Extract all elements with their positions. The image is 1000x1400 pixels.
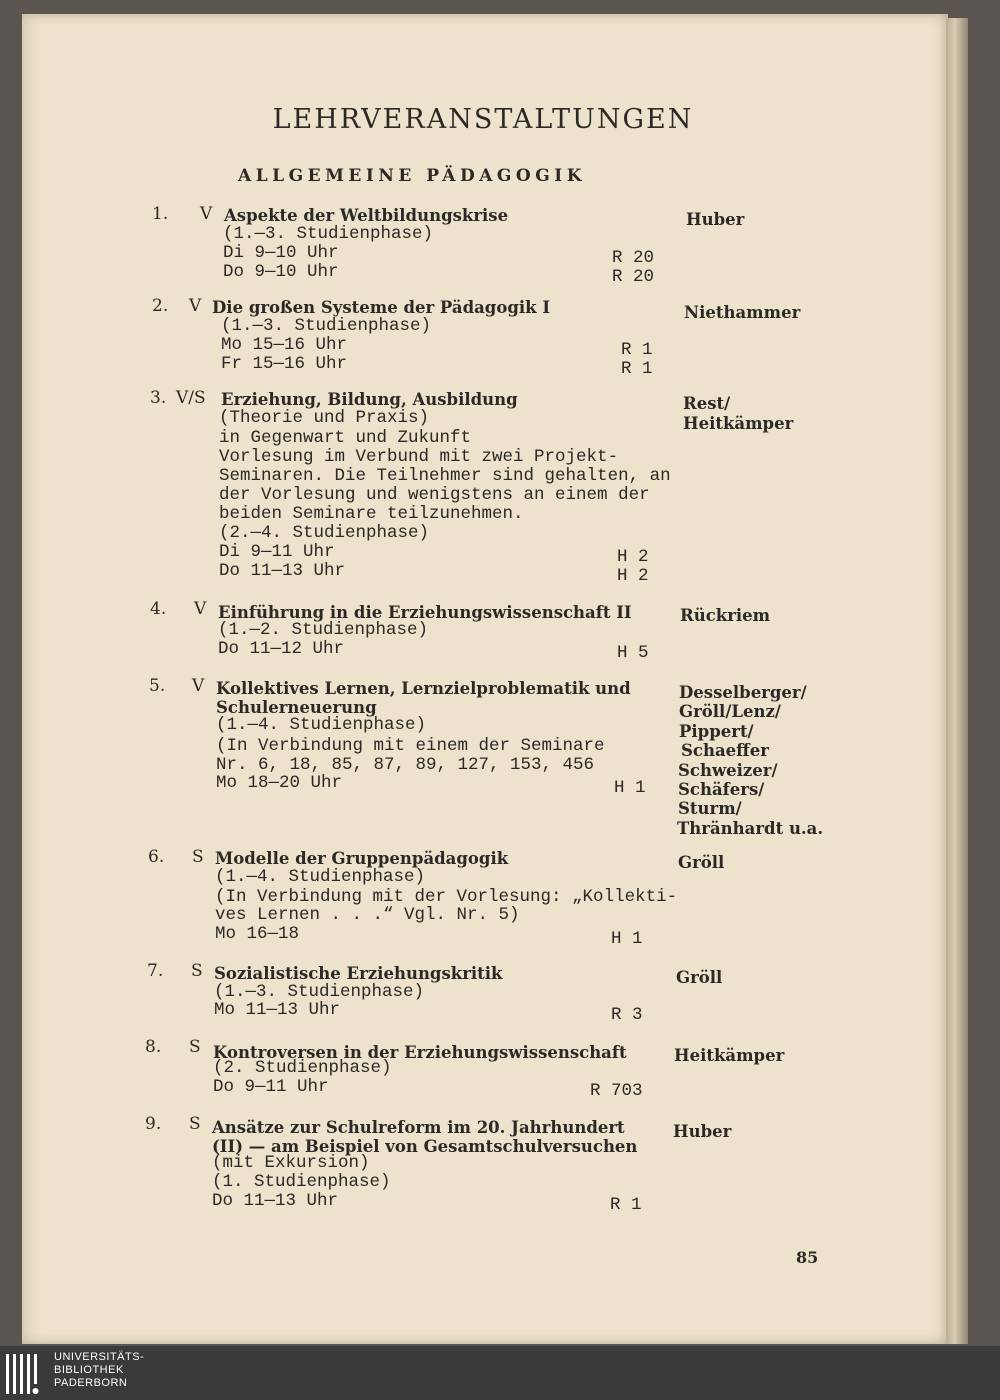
course-line: (1. Studienphase) [212,1172,391,1192]
lecturer: Heitkämper [674,1046,785,1065]
course-title-continued: (II) — am Beispiel von Gesamtschulversuchen [212,1137,638,1156]
course-type: V [200,204,213,224]
library-name-line: BIBLIOTHEK [54,1364,124,1376]
course-line: Do 9—10 Uhr [223,262,339,282]
lecturer: Pippert/ [679,722,754,741]
course-type: S [192,847,204,867]
course-line: (1.—3. Studienphase) [214,982,425,1002]
page-title: LEHRVERANSTALTUNGEN [272,104,694,135]
lecturer: Huber [686,210,745,229]
course-line: (1.—2. Studienphase) [218,620,429,640]
course-number: 3. [150,388,167,408]
course-line: Mo 18—20 Uhr [216,773,343,793]
room: H 2 [617,547,649,567]
room: R 703 [590,1081,643,1101]
course-type: V [189,296,202,316]
course-title: Kontroversen in der Erziehungswissenschaft [213,1043,627,1062]
course-line: Vorlesung im Verbund mit zwei Projekt- [219,447,619,467]
course-line: Fr 15—16 Uhr [221,354,348,374]
course-line: Mo 16—18 [215,924,300,944]
lecturer: Schaeffer [681,741,769,760]
course-title: Sozialistische Erziehungskritik [214,964,503,983]
course-title: Kollektives Lernen, Lernzielproblematik und [216,679,631,698]
library-footer [0,1346,1000,1400]
course-number: 4. [150,599,167,619]
course-line: (1.—3. Studienphase) [221,316,432,336]
course-title: Die großen Systeme der Pädagogik I [212,298,551,317]
course-line: (Theorie und Praxis) [219,408,430,428]
course-line: Mo 11—13 Uhr [214,1000,341,1020]
room: R 1 [610,1195,642,1215]
course-line: ves Lernen . . .“ Vgl. Nr. 5) [215,905,520,925]
course-line: (2. Studienphase) [213,1058,392,1078]
course-type: S [191,961,203,981]
section-heading: ALLGEMEINE PÄDAGOGIK [238,166,586,186]
course-line: Seminaren. Die Teilnehmer sind gehalten, an [219,466,671,486]
course-type: V [194,599,207,619]
room: H 1 [611,929,643,949]
course-line: (2.—4. Studienphase) [219,523,430,543]
room: R 20 [612,248,655,268]
course-line: in Gegenwart und Zukunft [219,428,472,448]
library-name-line: PADERBORN [54,1377,128,1389]
room: R 1 [621,340,653,360]
room: R 1 [621,359,653,379]
course-line: der Vorlesung und wenigstens an einem der [219,485,650,505]
course-line: Di 9—11 Uhr [219,542,335,562]
room: R 20 [612,267,655,287]
room: R 3 [611,1005,643,1025]
course-number: 2. [152,296,169,316]
course-title-continued: Schulerneuerung [216,698,377,717]
lecturer: Thränhardt u.a. [677,819,824,838]
course-title: Ansätze zur Schulreform im 20. Jahrhundert [212,1118,625,1137]
lecturer: Rest/ [683,394,731,413]
course-line: (1.—4. Studienphase) [215,867,426,887]
course-title: Erziehung, Bildung, Ausbildung [221,390,518,409]
lecturer: Gröll/Lenz/ [679,702,781,721]
lecturer: Sturm/ [678,799,742,818]
room: H 1 [614,778,646,798]
course-number: 6. [148,847,165,867]
course-number: 8. [145,1037,162,1057]
lecturer: Huber [673,1122,732,1141]
lecturer: Niethammer [684,303,801,322]
page-number: 85 [796,1248,819,1267]
library-name-line: UNIVERSITÄTS- [54,1351,145,1363]
course-line: Do 11—12 Uhr [218,639,345,659]
course-title: Aspekte der Weltbildungskrise [224,206,509,225]
course-number: 1. [152,204,169,224]
course-line: Do 9—11 Uhr [213,1077,329,1097]
course-line: beiden Seminare teilzunehmen. [219,504,524,524]
course-line: Do 11—13 Uhr [219,561,346,581]
course-line: Mo 15—16 Uhr [221,335,348,355]
course-line: (In Verbindung mit einem der Seminare [216,736,605,756]
lecturer: Gröll [678,853,725,872]
course-line: Nr. 6, 18, 85, 87, 89, 127, 153, 456 [216,755,595,775]
library-logo-icon [6,1352,48,1396]
course-line: (In Verbindung mit der Vorlesung: „Kollekti- [215,887,678,907]
course-type: V/S [176,388,206,408]
room: H 5 [617,643,649,663]
course-line: Do 11—13 Uhr [212,1191,339,1211]
course-number: 7. [147,961,164,981]
course-title: Modelle der Gruppenpädagogik [215,849,509,868]
course-number: 5. [149,676,166,696]
room: H 2 [617,566,649,586]
course-title: Einführung in die Erziehungswissenschaft II [218,603,632,622]
lecturer: Gröll [676,968,723,987]
course-type: V [192,676,205,696]
course-type: S [189,1037,201,1057]
course-line: (1.—4. Studienphase) [216,715,427,735]
lecturer: Heitkämper [683,414,794,433]
course-number: 9. [145,1114,162,1134]
course-type: S [189,1114,201,1134]
lecturer: Schäfers/ [678,780,765,799]
page-edge [946,18,968,1344]
lecturer: Rückriem [680,606,771,625]
course-line: Di 9—10 Uhr [223,243,339,263]
course-line: (mit Exkursion) [212,1153,370,1173]
lecturer: Schweizer/ [678,761,778,780]
lecturer: Desselberger/ [679,683,807,702]
library-name [54,1351,144,1390]
course-line: (1.—3. Studienphase) [223,224,434,244]
